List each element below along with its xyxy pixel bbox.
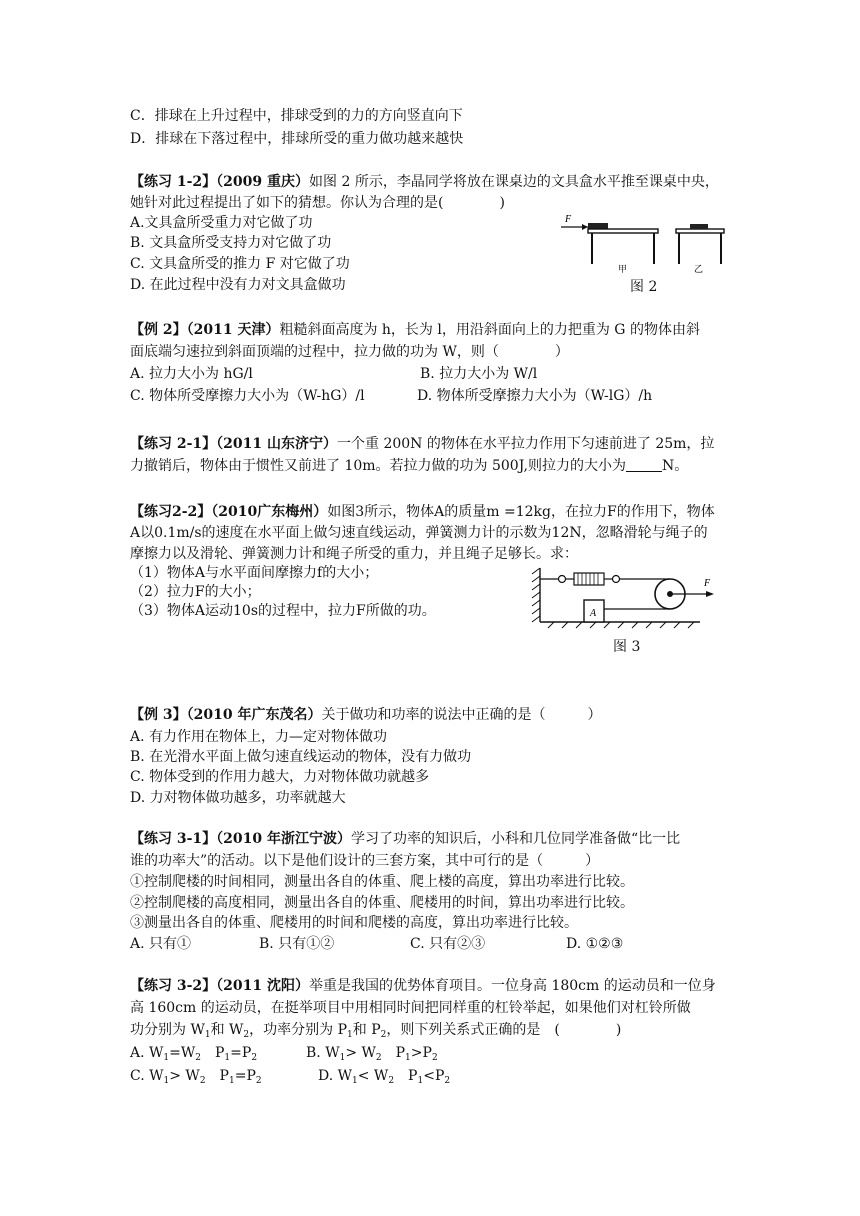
question-text: 一个重 200N 的物体在水平拉力作用下匀速前进了 25m，拉 — [337, 436, 715, 452]
question-p31-line2: 谁的功率大”的活动。以下是他们设计的三套方案，其中可行的是（ ） — [130, 853, 600, 869]
option-c: C. $W_1> W_2$ $P_1=P_2$ — [130, 1068, 262, 1086]
option-b: B. 在光滑水平面上做匀速直线运动的物体，没有力做功 — [130, 749, 472, 765]
question-source: （2010 年浙江宁波） — [216, 831, 352, 847]
option-d: D. 在此过程中没有力对文具盒做功 — [130, 277, 346, 293]
option-c: C. 文具盒所受的推力 F 对它做了功 — [130, 256, 350, 272]
option-b: B. $W_1> W_2$ $P_1>P_2$ — [306, 1045, 438, 1063]
scheme-3: ③测量出各自的体重、爬楼用的时间和爬楼的高度，算出功率进行比较。 — [130, 915, 578, 931]
option-d: D. $W_1< W_2$ $P_1<P_2$ — [318, 1068, 451, 1086]
question-p12-line2: 她针对此过程提出了如下的猜想。你认为合理的是( ) — [130, 195, 505, 211]
block-label: A — [590, 608, 597, 619]
question-text: 粗糙斜面高度为 h，长为 l，用沿斜面向上的力把重为 G 的物体由斜 — [279, 322, 700, 338]
force-label: F — [565, 214, 572, 225]
question-tag: 【练习 1-2】 — [130, 174, 217, 190]
option-d: D．排球在下落过程中，排球所受的重力做功越来越快 — [130, 131, 464, 147]
question-source: （2011 沈阳） — [216, 978, 310, 994]
question-p22-line3: 摩擦力以及滑轮、弹簧测力计和绳子所受的重力，并且绳子足够长。求： — [130, 546, 578, 562]
sub-question-3: （3）物体A运动10s的过程中，拉力F所做的功。 — [130, 603, 436, 619]
scheme-1: ①控制爬楼的时间相同，测量出各自的体重、爬上楼的高度，算出功率进行比较。 — [130, 874, 634, 890]
question-source: （2011 山东济宁） — [216, 436, 338, 452]
question-e3-line1 — [130, 705, 601, 725]
question-source: （2010广东梅州） — [211, 504, 328, 520]
option-a: A. 只有① — [130, 936, 192, 952]
option-b: B. 文具盒所受支持力对它做了功 — [130, 235, 332, 251]
question-p22-line1 — [130, 502, 715, 522]
option-a: A. 有力作用在物体上，力—定对物体做功 — [130, 729, 388, 745]
option-c: C. 物体所受摩擦力大小为（W-hG）/l — [130, 388, 365, 404]
question-text: 如图 2 所示，李晶同学将放在课桌边的文具盒水平推至课桌中央， — [309, 174, 719, 190]
question-tag: 【练习 2-1】 — [130, 436, 217, 452]
question-tag: 【练习2-2】 — [130, 504, 212, 520]
option-c: C. 只有②③ — [410, 936, 486, 952]
scheme-2: ②控制爬楼的高度相同，测量出各自的体重、爬楼用的时间，算出功率进行比较。 — [130, 895, 634, 911]
figure-caption: 图 2 — [630, 279, 658, 295]
question-tag: 【练习 3-1】 — [130, 831, 217, 847]
question-p21-line1 — [130, 434, 714, 454]
figure-2-desks — [558, 212, 728, 274]
question-text: 学习了功率的知识后，小科和几位同学准备做“比一比 — [351, 831, 681, 847]
option-a: A.文具盒所受重力对它做了功 — [130, 215, 313, 231]
question-text: 举重是我国的优势体育项目。一位身高 180cm 的运动员和一位身 — [309, 978, 716, 994]
option-b: B. 拉力大小为 W/l — [420, 366, 538, 382]
figure-3-pulley — [528, 562, 728, 632]
option-b: B. 只有①② — [259, 936, 335, 952]
option-d: D. ①②③ — [566, 936, 624, 952]
question-text: 关于做功和功率的说法中正确的是（ ） — [321, 707, 602, 723]
force-label: F — [704, 578, 711, 589]
question-p21-line2 — [130, 456, 688, 476]
question-p32-line3: 功分别为 $W_1$和 $W_2$，功率分别为 $P_1$和 $P_2$，则下列关系式正确的是 ( ) — [130, 1022, 622, 1040]
option-a: A. 拉力大小为 hG/l — [130, 366, 253, 382]
figure-label-yi: 乙 — [694, 265, 704, 274]
answer-blank — [626, 457, 662, 472]
question-source: （2009 重庆） — [216, 174, 310, 190]
question-tag: 【例 2】 — [130, 322, 187, 338]
question-tag: 【练习 3-2】 — [130, 978, 217, 994]
option-c: C．排球在上升过程中，排球受到的力的方向竖直向下 — [130, 108, 463, 124]
question-source: （2010 年广东茂名） — [186, 707, 322, 723]
unit-text: N。 — [661, 458, 689, 474]
question-source: （2011 天津） — [186, 322, 280, 338]
option-d: D. 物体所受摩擦力大小为（W-lG）/h — [417, 388, 653, 404]
figure-label-jia: 甲 — [618, 265, 628, 274]
option-d: D. 力对物体做功越多，功率就越大 — [130, 790, 346, 806]
option-a: A. $W_1=W_2$ $P_1=P_2$ — [130, 1045, 258, 1063]
question-text: 力撤销后，物体由于惯性又前进了 10m。若拉力做的功为 500J,则拉力的大小为 — [130, 458, 626, 474]
sub-question-1: （1）物体A与水平面间摩擦力f的大小； — [130, 565, 379, 581]
question-tag: 【例 3】 — [130, 707, 187, 723]
question-p32-line1 — [130, 976, 716, 996]
sub-question-2: （2）拉力F的大小； — [130, 584, 261, 600]
option-c: C. 物体受到的作用力越大，力对物体做功就越多 — [130, 769, 430, 785]
question-p22-line2: A以0.1m/s的速度在水平面上做匀速直线运动，弹簧测力计的示数为12N，忽略滑轮与绳子的 — [130, 525, 708, 541]
question-p12-line1 — [130, 172, 719, 192]
question-p32-line2: 高 160cm 的运动员，在挺举项目中用相同时间把同样重的杠铃举起，如果他们对杠铃所做 — [130, 1000, 691, 1016]
question-p31-line1 — [130, 829, 680, 849]
figure-caption: 图 3 — [613, 639, 641, 655]
question-text: 如图3所示，物体A的质量m =12kg，在拉力F的作用下，物体 — [327, 504, 715, 520]
question-e2-line1 — [130, 320, 700, 340]
question-e2-line2: 面底端匀速拉到斜面顶端的过程中，拉力做的功为 W，则（ ） — [130, 344, 569, 360]
